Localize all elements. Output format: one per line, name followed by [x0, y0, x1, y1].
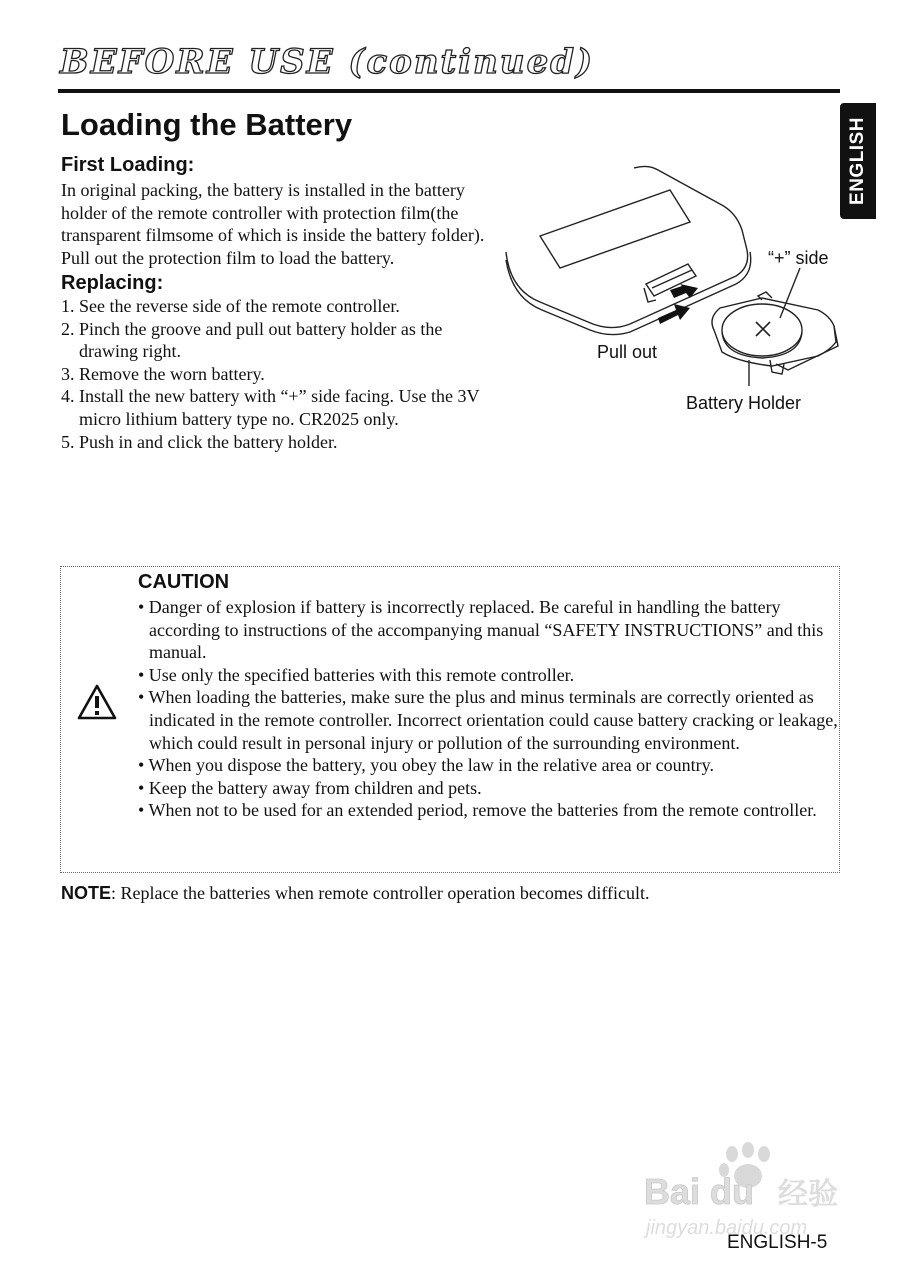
replacing-steps — [61, 295, 501, 453]
plus-side-label: “+” side — [768, 248, 829, 268]
replacing-step: 1. See the reverse side of the remote controller. — [61, 296, 400, 316]
replacing-heading: Replacing: — [61, 272, 164, 294]
note-label: NOTE — [61, 883, 112, 903]
caution-item: • When not to be used for an extended period, remove the batteries from the remote controller. — [138, 800, 817, 821]
replacing-step: 4. Install the new battery with “+” side facing. Use the 3V micro lithium battery type no. CR2025 only. — [61, 386, 480, 429]
language-tab — [840, 103, 876, 219]
caution-item: • Danger of explosion if battery is incorrectly replaced. Be careful in handling the battery according to instructions of the accompanying manual “SAFETY INSTRUCTIONS” and this manual. — [138, 597, 824, 663]
plus-side-leader — [780, 268, 800, 318]
remote-controller-illustration — [506, 166, 751, 334]
header-rule — [58, 89, 840, 93]
caution-list — [138, 596, 838, 822]
replacing-step: 3. Remove the worn battery. — [61, 363, 265, 384]
battery-diagram — [500, 160, 840, 430]
first-loading-heading: First Loading: — [61, 154, 195, 176]
caution-box — [60, 566, 840, 873]
watermark-subtitle: 经验 — [778, 1177, 838, 1212]
caution-item: • Use only the specified batteries with this remote controller. — [138, 664, 575, 685]
watermark-brand: Bai du — [644, 1171, 755, 1212]
replacing-step: 2. Pinch the groove and pull out battery holder as the drawing right. — [61, 318, 443, 362]
caution-item: • When you dispose the battery, you obey the law in the relative area or country. — [138, 755, 714, 776]
first-loading-text: In original packing, the battery is installed in the battery holder of the remote controller with protection film(the transparent filmsome of which is inside the battery folder). Pull out the protection film to load the battery. — [61, 180, 485, 268]
replacing-step: 5. Push in and click the battery holder. — [61, 431, 338, 452]
note-text: : Replace the batteries when remote controller operation becomes difficult. — [111, 883, 650, 903]
section-title: Loading the Battery — [61, 107, 353, 142]
watermark-url: jingyan.baidu.com — [646, 1217, 808, 1239]
page-header-title: BEFORE USE (continued) — [60, 42, 595, 82]
battery-holder-label: Battery Holder — [686, 393, 802, 413]
language-tab-label: ENGLISH — [847, 117, 868, 205]
page-number: ENGLISH-5 — [727, 1232, 828, 1253]
caution-title: CAUTION — [138, 571, 230, 593]
note — [61, 882, 841, 905]
warning-triangle-icon — [77, 684, 117, 720]
caution-item: • When loading the batteries, make sure the plus and minus terminals are correctly oriented as indicated in the remote controller. Incorrect orientation could cause battery cracking or leakage, which could result in personal injury or pollution of the surrounding environment. — [138, 687, 838, 753]
pull-out-label: Pull out — [597, 342, 658, 362]
caution-item: • Keep the battery away from children and pets. — [138, 777, 482, 798]
